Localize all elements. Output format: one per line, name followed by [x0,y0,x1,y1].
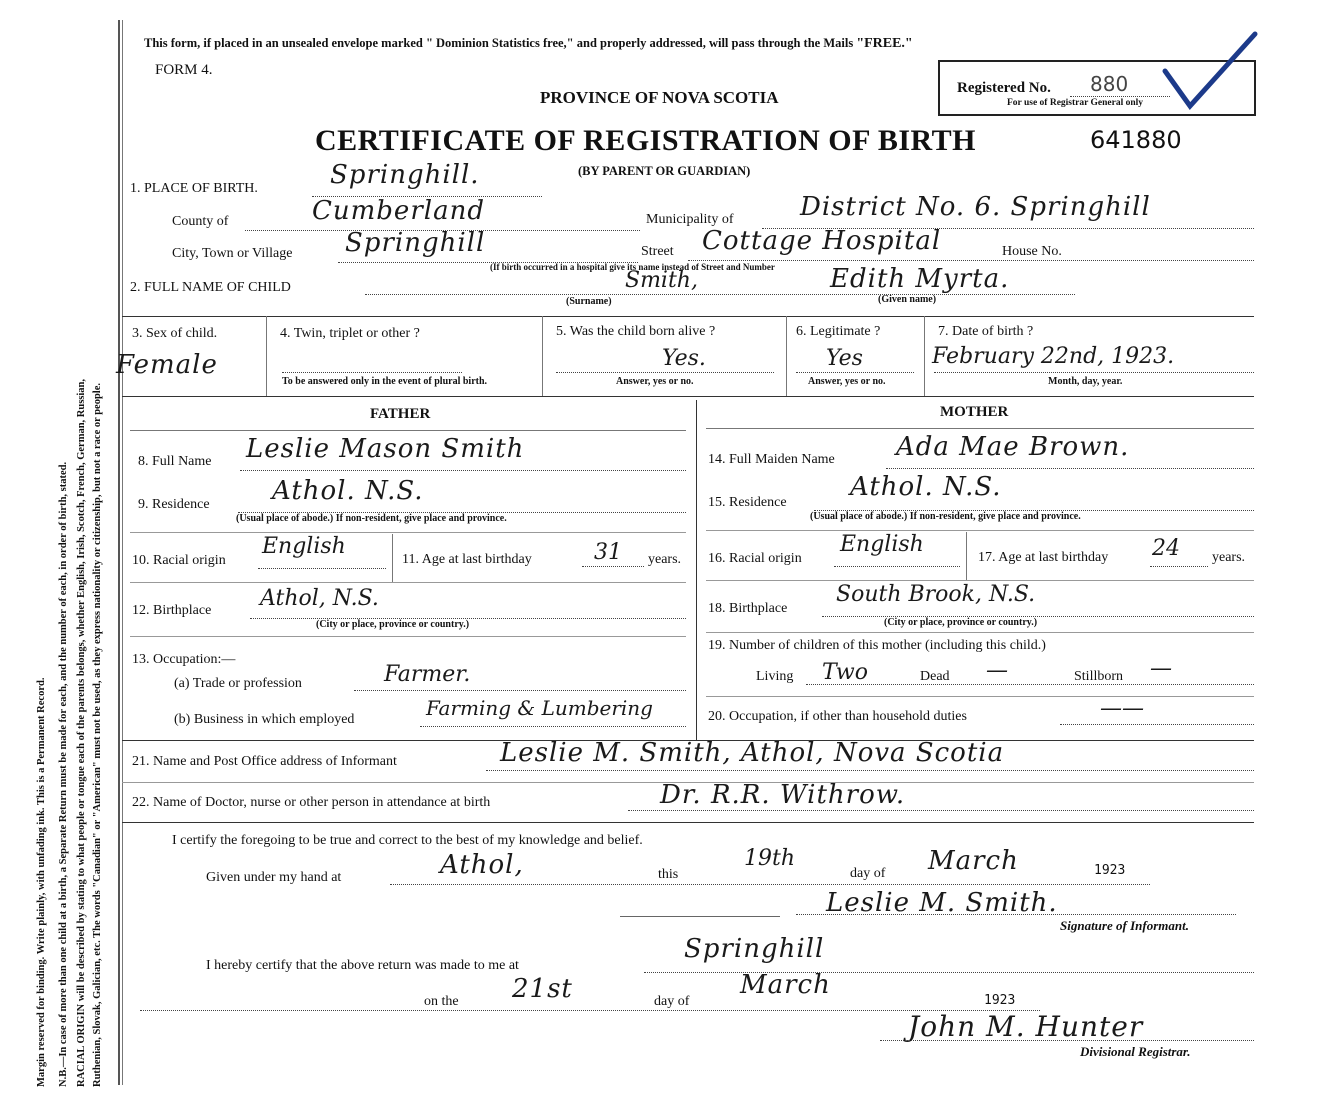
father-residence-value: Athol. N.S. [272,476,424,506]
business-value: Farming & Lumbering [426,696,653,720]
mother-birthplace-caption: (City or place, province or country.) [884,617,1038,628]
mother-age-label: 17. Age at last birthday [978,550,1109,565]
mother-birthplace-value: South Brook, N.S. [836,582,1036,607]
stillborn-value: — [1150,656,1172,681]
child-given-name: Edith Myrta. [830,264,1010,294]
alive-label: 5. Was the child born alive ? [556,324,716,339]
registrar-day-of-label: day of [654,994,690,1009]
father-name-value: Leslie Mason Smith [246,434,525,464]
living-value: Two [822,660,868,685]
children-label: 19. Number of children of this mother (including this child.) [708,638,1046,653]
mother-residence-value: Athol. N.S. [850,472,1002,502]
municipality-label: Municipality of [646,212,734,227]
house-label: House No. [1002,244,1062,259]
twin-label: 4. Twin, triplet or other ? [280,326,420,341]
informant-signature-caption: Signature of Informant. [1060,918,1189,933]
mother-occupation-value: —— [1100,696,1144,721]
registered-label: Registered No. [957,80,1051,96]
registrar-on-the-label: on the [424,994,459,1009]
father-birthplace-caption: (City or place, province or country.) [316,619,470,630]
child-surname: Smith, [625,268,698,293]
father-age-label: 11. Age at last birthday [402,552,532,567]
mother-name-value: Ada Mae Brown. [896,432,1130,462]
street-value: Cottage Hospital [702,226,942,256]
dob-label: 7. Date of birth ? [938,324,1034,339]
surname-caption: (Surname) [566,296,612,307]
hospital-note: (If birth occurred in a hospital give its name instead of Street and Number [490,262,775,272]
twin-note: To be answered only in the event of plural birth. [282,376,488,387]
registrar-statement: I hereby certify that the above return was made to me at [206,958,519,973]
city-value: Springhill [345,228,486,258]
mother-age-value: 24 [1152,536,1180,561]
alive-value: Yes. [662,346,706,371]
dead-label: Dead [920,669,950,684]
mother-residence-caption: (Usual place of abode.) If non-resident, give place and province. [810,511,1081,522]
checkmark-icon [1160,26,1260,116]
living-label: Living [756,669,794,684]
business-label: (b) Business in which employed [174,712,355,727]
registered-note: For use of Registrar General only [1007,98,1144,108]
certify-statement: I certify the foregoing to be true and correct to the best of my knowledge and belief. [172,833,643,848]
father-race-value: English [262,534,346,559]
place-of-birth-value: Springhill. [330,160,480,190]
informant-value: Leslie M. Smith, Athol, Nova Scotia [500,738,1005,768]
margin-instructions [0,0,120,1107]
margin-line-1: Margin reserved for binding. Write plainly, with unfading ink. This is a Permanent Record. [36,677,47,1087]
trade-value: Farmer. [384,662,471,687]
mother-race-value: English [840,532,924,557]
mother-age-unit: years. [1212,550,1246,565]
city-label: City, Town or Village [172,246,293,261]
margin-line-2: N.B.—In case of more than one child at a birth, a Separate Return must be made for each, and the number of each, in order of birth, stated. [58,461,69,1087]
province-heading: PROVINCE OF NOVA SCOTIA [540,88,779,107]
given-under-hand-label: Given under my hand at [206,870,342,885]
father-residence-caption: (Usual place of abode.) If non-resident, give place and province. [236,513,507,524]
certify-day-of-label: day of [850,866,886,881]
informant-signature: Leslie M. Smith. [826,888,1058,918]
registrar-day: 21st [512,974,573,1004]
street-label: Street [641,244,674,259]
county-label: County of [172,214,229,229]
mail-notice: This form, if placed in an unsealed envelope marked " Dominion Statistics free," and properly addressed, will pass through the Mails "FREE." [144,36,913,51]
certificate-number: 641880 [1090,126,1182,154]
father-age-value: 31 [594,540,622,565]
mother-residence-label: 15. Residence [708,495,787,510]
father-heading: FATHER [370,406,431,422]
sex-value: Female [116,350,218,380]
father-residence-label: 9. Residence [138,497,210,512]
informant-label: 21. Name and Post Office address of Informant [132,754,397,769]
binding-line [118,20,120,1085]
trade-label: (a) Trade or profession [174,676,302,691]
mother-birthplace-label: 18. Birthplace [708,601,788,616]
stillborn-label: Stillborn [1074,669,1124,684]
given-caption: (Given name) [878,294,937,305]
legitimate-value: Yes [826,346,863,371]
sex-label: 3. Sex of child. [132,326,218,341]
dob-caption: Month, day, year. [1048,376,1123,387]
registered-value: 880 [1090,72,1129,96]
dead-value: — [986,658,1008,683]
municipality-value: District No. 6. Springhill [800,192,1151,222]
margin-line-3: RACIAL ORIGIN will be described by stating to what people or tongue each of the parents belongs, whether English, Irish, Scotch, French, German, Russian, [76,378,87,1087]
certificate-subtitle: (BY PARENT OR GUARDIAN) [578,164,751,178]
father-race-label: 10. Racial origin [132,553,226,568]
mother-heading: MOTHER [940,404,1009,420]
doctor-label: 22. Name of Doctor, nurse or other person in attendance at birth [132,795,491,810]
county-value: Cumberland [312,196,485,226]
father-name-label: 8. Full Name [138,454,212,469]
registrar-signature: John M. Hunter [908,1010,1144,1043]
margin-line-4: Ruthenian, Slovak, Galician, etc. The words "Canadian" or "American" must not be used, as they express nationality or citizenship, but not a race or people. [92,382,103,1087]
registrar-year: 1923 [984,993,1016,1008]
legitimate-caption: Answer, yes or no. [808,376,886,387]
mother-race-label: 16. Racial origin [708,551,802,566]
certify-month: March [928,846,1019,876]
mother-occupation-label: 20. Occupation, if other than household duties [708,709,967,724]
father-birthplace-value: Athol, N.S. [260,586,379,611]
mother-name-label: 14. Full Maiden Name [708,452,835,467]
alive-caption: Answer, yes or no. [616,376,694,387]
this-label: this [658,867,679,882]
dob-value: February 22nd, 1923. [932,344,1175,369]
given-place: Athol, [440,850,524,880]
certificate-title: CERTIFICATE OF REGISTRATION OF BIRTH [315,124,976,157]
registrar-caption: Divisional Registrar. [1080,1044,1191,1059]
form-number: FORM 4. [155,62,213,78]
child-name-label: 2. FULL NAME OF CHILD [130,280,291,295]
certify-year: 1923 [1094,863,1126,878]
father-age-unit: years. [648,552,682,567]
place-of-birth-label: 1. PLACE OF BIRTH. [130,181,258,196]
registrar-month: March [740,970,831,1000]
certify-day: 19th [744,846,796,871]
registrar-place: Springhill [684,934,825,964]
binding-line-inner [122,20,123,1085]
father-birthplace-label: 12. Birthplace [132,603,212,618]
occupation-label: 13. Occupation:— [132,652,236,667]
doctor-value: Dr. R.R. Withrow. [660,780,906,810]
legitimate-label: 6. Legitimate ? [796,324,881,339]
